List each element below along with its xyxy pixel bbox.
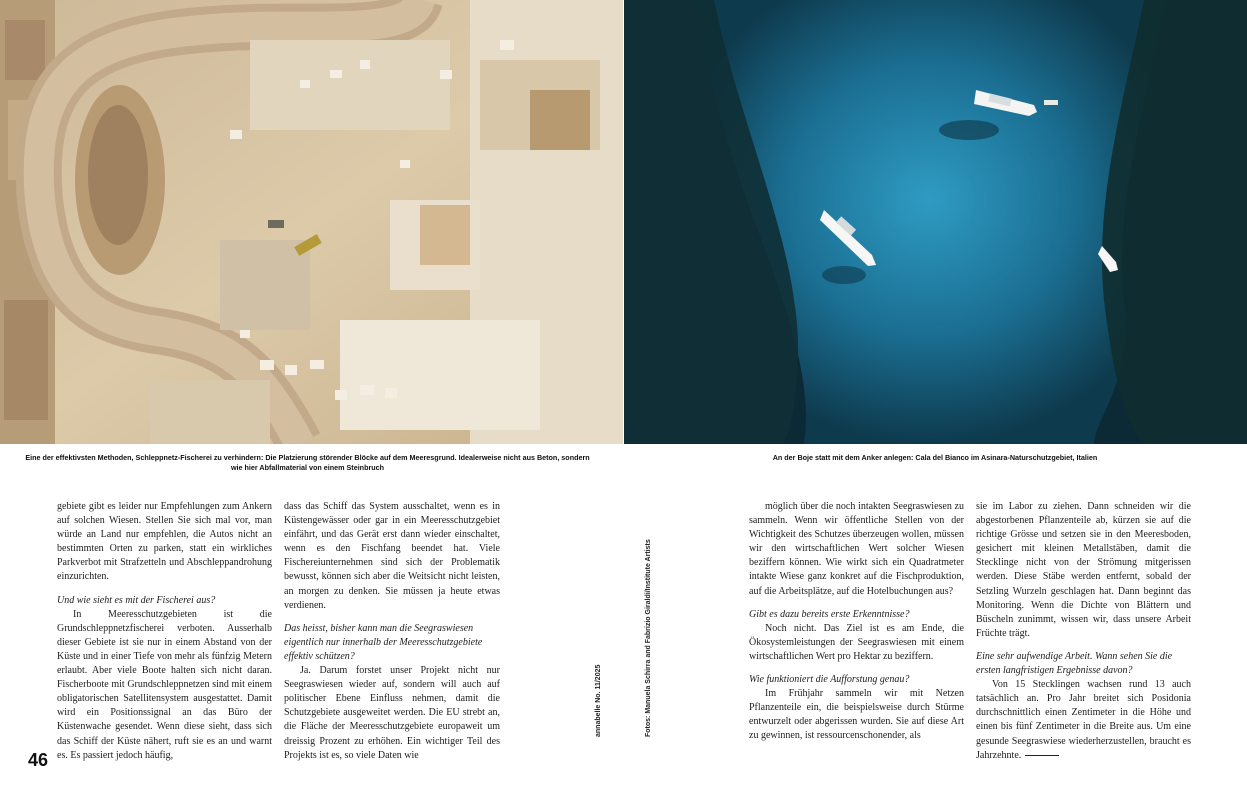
boats-aerial-photo [624,0,1247,444]
body-paragraph: gebiete gibt es leider nur Empfehlungen zum Ankern auf solchen Wiesen. Stellen Sie sich mal vor, man würde an Land nur empfehlen, die Autos nicht an bestimmten Orten zu parken, statt ein wirkliches Parkverbot mit Strafzetteln und Abschleppandrohung einzurichten. [57,501,272,583]
body-paragraph [976,678,1191,763]
body-paragraph: dass das Schiff das System ausschaltet, wenn es in Küstengewässer oder gar in ein Meeresschutzgebiet einfährt, und das Gerät erst dann wieder einschaltet, wenn es den Fischfang beendet hat. Viele Fischereiunternehmen sind sich der Problematik bewusst, können sich aber die Weitsicht nicht leisten, an morgen zu denken. Sie müssen ja heute etwas verdienen. [284,501,500,611]
text-column-1 [57,500,272,763]
interview-question: Das heisst, bisher kann man die Seegraswiesen eigentlich nur innerhalb der Meeresschutzgebiete effektiv schützen? [284,622,483,662]
text-column-4 [976,500,1191,763]
closing-paragraph-text: Von 15 Stecklingen wachsen rund 13 auch tatsächlich an. Pro Jahr breitet sich Posidonia durchschnittlich einen Zentimeter in die Höhe und einen bis fünf Zentimeter in die Breite aus. Um eine gesunde Seegraswiese wiederherzustellen, braucht es Jahrzehnte. [976,679,1191,761]
body-paragraph: Noch nicht. Das Ziel ist es am Ende, die Ökosystemleistungen der Seegraswiesen mit einem wirtschaftlichen Wert pro Hektar zu beziffern. [749,622,964,662]
interview-question: Eine sehr aufwendige Arbeit. Wann sehen Sie die ersten langfristigen Ergebnisse davon? [976,650,1173,677]
body-paragraph: Ja. Darum forstet unser Projekt nicht nur Seegraswiesen wieder auf, sondern will auch auf politischer Ebene Einfluss nehmen, damit die Schutzgebiete ausgeweitet werden. Die EU strebt an, die Fläche der Meeresschutzgebiete europaweit um dreissig Prozent zu erhöhen. Ein wichtiger Teil des Projekts ist es, so viele Daten wie [284,665,500,761]
photo-caption-left: Eine der effektivsten Methoden, Schleppnetz-Fischerei zu verhindern: Die Platzierung störender Blöcke auf dem Meeresgrund. Idealerweise nicht aus Beton, sondern wie hier Abfallmaterial von einem Steinbruch [25,453,590,472]
end-mark [1025,755,1059,756]
interview-question: Gibt es dazu bereits erste Erkenntnisse? [749,608,910,620]
body-paragraph: In Meeresschutzgebieten ist die Grundschleppnetzfischerei verboten. Ausserhalb dieser Gebiete ist sie nur in einem Abstand von der Küste und in einer Tiefe von mehr als fünfzig Metern erlaubt. Aber viele Boote halten sich nicht daran. Fischerboote mit Grundschleppnetzen sind mit einem obligatorischen Satellitensystem ausgestattet. Damit wird ein Positionssignal an das Büro der Küstenwache gesendet. Wenn diese sieht, dass sich das Schiff der Küste nähert, ruft sie es an und warnt es. Es passiert jedoch häufig, [57,608,272,761]
photo-caption-right: An der Boje statt mit dem Anker anlegen: Cala del Bianco im Asinara-Naturschutzgebiet, Italien [772,453,1098,462]
body-paragraph: möglich über die noch intakten Seegraswiesen zu sammeln. Wenn wir öffentliche Stellen von der Wichtigkeit des Schutzes überzeugen wollen, müssen wir den wirtschaftlichen Wert solcher Wiesen beziffern können. Wie wirkt sich ein Quadratmeter intakte Wiese ganz konkret auf die Fischproduktion, auf die Arbeitsplätze, auf die Hotelbuchungen aus? [749,501,964,597]
text-column-2 [284,500,500,763]
text-column-3 [749,500,964,744]
interview-question: Und wie sieht es mit der Fischerei aus? [57,594,216,606]
interview-question: Wie funktioniert die Aufforstung genau? [749,674,910,686]
body-paragraph: Im Frühjahr sammeln wir mit Netzen Pflanzenteile ein, die beispielsweise durch Stürme entwurzelt oder abgerissen wurden. Sie auf diese Art zu gewinnen, ist ressourcenschonender, als [749,688,964,742]
magazine-issue-label: annabelle No. 11/2025 [595,664,602,737]
page-number: 46 [28,750,49,770]
photo-credit: Fotos: Manuela Schirra and Fabrizio Giraldi/Institute Artists [645,539,652,737]
quarry-aerial-photo [0,0,623,444]
body-paragraph: sie im Labor zu ziehen. Dann schneiden wir die abgestorbenen Pflanzenteile ab, kürzen sie auf die richtige Grösse und setzen sie in den Meeresboden, gesichert mit kleinen Metallstäben, damit die Stecklinge nicht von der Strömung mitgerissen werden. Diese Stäbe werden entfernt, sobald der Setzling Wurzeln geschlagen hat. Dann beginnt das Monitoring. Wenn die Dichte von Blättern und Büscheln zunimmt, wissen wir, dass unsere Arbeit Früchte trägt. [976,501,1191,639]
